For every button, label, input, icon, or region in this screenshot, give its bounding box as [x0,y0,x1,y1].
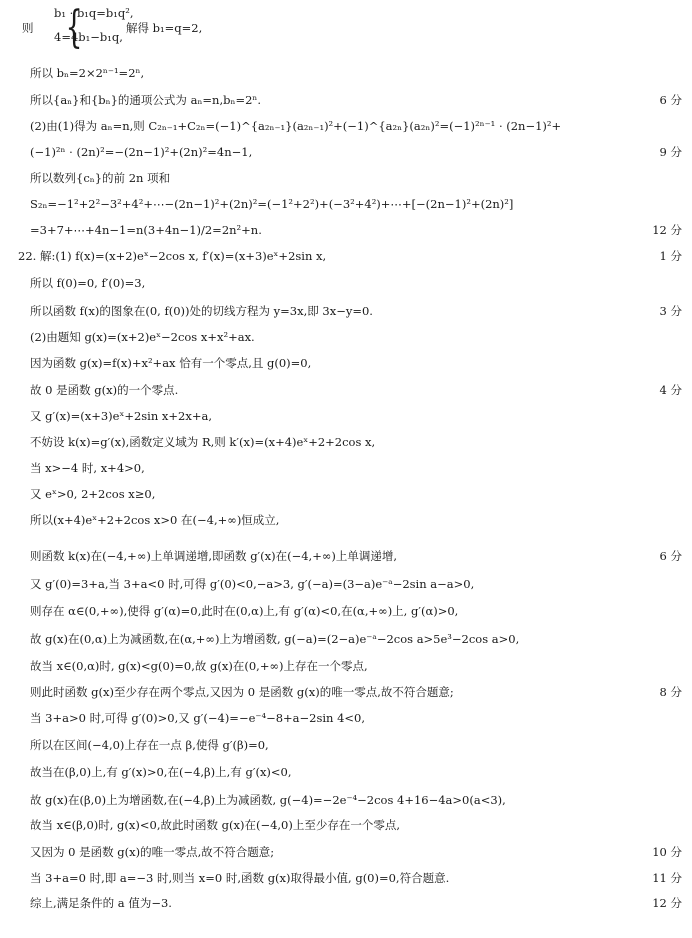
score-label: 6 分 [659,549,682,563]
solution-line [30,378,682,402]
leader-dots [176,891,648,915]
score-label: 12 分 [652,223,682,237]
solution-line [30,733,269,757]
solution-line [30,866,682,890]
solution-line [30,456,145,480]
line-text: 故 g(x)在(0,α)上为减函数,在(α,+∞)上为增函数, g(−a)=(2−a)e⁻ᵃ−2cos a>5e³−2cos a>0, [30,632,520,646]
leader-dots [256,140,655,164]
system-lead: 则 [22,21,34,35]
solution-line [30,891,682,915]
solution-line [30,654,368,678]
score-label: 1 分 [659,249,682,263]
solution-line [30,88,682,112]
line-text: 所以函数 f(x)的图象在(0, f(0))处的切线方程为 y=3x,即 3x−y=0. [30,304,373,318]
solution-line [18,244,682,268]
solution-line [30,572,474,596]
line-text: 综上,满足条件的 a 值为−3. [30,896,172,910]
solution-line [30,430,375,454]
score-label: 12 分 [652,896,682,910]
solution-line [30,706,365,730]
leader-dots [401,544,655,568]
solution-line [30,325,255,349]
system-eq2: 4=4b₁−b₁q, [54,30,123,44]
solution-line [30,192,513,216]
solution-line [30,114,561,138]
solution-line [30,788,506,812]
leader-dots [266,218,648,242]
system-eq1: b₁ · b₁q=b₁q², [54,6,134,20]
line-text: 所以在区间(−4,0)上存在一点 β,使得 g′(β)=0, [30,738,269,752]
leader-dots [458,680,656,704]
line-text: 所以 f(0)=0, f′(0)=3, [30,276,146,290]
line-text: 故 g(x)在(β,0)上为增函数,在(−4,β)上为减函数, g(−4)=−2e⁻⁴−2cos 4+16−4a>0(a<3), [30,793,506,807]
solution-line [30,61,144,85]
line-text: 又 g′(0)=3+a,当 3+a<0 时,可得 g′(0)<0,−a>3, g′(−a)=(3−a)e⁻ᵃ−2sin a−a>0, [30,577,475,591]
line-text: S₂ₙ=−1²+2²−3²+4²+⋯−(2n−1)²+(2n)²=(−1²+2²)+(−3²+4²)+⋯+[−(2n−1)²+(2n)²] [30,197,514,211]
leader-dots [377,299,656,323]
line-text: 所以{aₙ}和{bₙ}的通项公式为 aₙ=n,bₙ=2ⁿ. [30,93,262,107]
line-text: 则存在 α∈(0,+∞),使得 g′(α)=0,此时在(0,α)上,有 g′(α)<0,在(α,+∞)上, g′(α)>0, [30,604,459,618]
line-text: 所以 bₙ=2×2ⁿ⁻¹=2ⁿ, [30,66,145,80]
leader-dots [182,378,655,402]
solution-line [30,140,682,164]
leader-dots [453,866,648,890]
line-text: 所以(x+4)eˣ+2+2cos x>0 在(−4,+∞)恒成立, [30,513,280,527]
score-label: 3 分 [659,304,682,318]
line-text: 故当 x∈(β,0)时, g(x)<0,故此时函数 g(x)在(−4,0)上至少存在一个零点, [30,818,401,832]
solution-line [30,840,682,864]
system-result: 解得 b₁=q=2, [126,21,203,35]
line-text: 又因为 0 是函数 g(x)的唯一零点,故不符合题意; [30,845,275,859]
score-label: 4 分 [659,383,682,397]
line-text: (−1)²ⁿ · (2n)²=−(2n−1)²+(2n)²=4n−1, [30,145,253,159]
solution-line [30,404,212,428]
solution-line [30,627,519,651]
line-text: =3+7+⋯+4n−1=n(3+4n−1)/2=2n²+n. [30,223,262,237]
left-brace-icon: { [65,2,83,53]
solution-line [30,544,682,568]
line-text: 当 x>−4 时, x+4>0, [30,461,145,475]
line-text: 故当在(β,0)上,有 g′(x)>0,在(−4,β)上,有 g′(x)<0, [30,765,292,779]
solution-line [30,482,155,506]
line-text: 22. 解:(1) f(x)=(x+2)eˣ−2cos x, f′(x)=(x+3)eˣ+2sin x, [18,249,327,263]
score-label: 8 分 [659,685,682,699]
line-text: 则函数 k(x)在(−4,+∞)上单调递增,即函数 g′(x)在(−4,+∞)上单调递增, [30,549,398,563]
solution-line [30,299,682,323]
score-label: 11 分 [652,871,682,885]
score-label: 9 分 [659,145,682,159]
line-text: 当 3+a=0 时,即 a=−3 时,则当 x=0 时,函数 g(x)取得最小值, g(0)=0,符合题意. [30,871,450,885]
solution-line [30,508,279,532]
equation-system [22,4,422,52]
solution-line [30,680,682,704]
score-label: 6 分 [659,93,682,107]
solution-line [30,760,292,784]
line-text: 又 g′(x)=(x+3)eˣ+2sin x+2x+a, [30,409,212,423]
line-text: 所以数列{cₙ}的前 2n 项和 [30,171,171,185]
line-text: 故 0 是函数 g(x)的一个零点. [30,383,179,397]
leader-dots [330,244,655,268]
solution-line [30,218,682,242]
solution-line [30,166,170,190]
line-text: 故当 x∈(0,α)时, g(x)<g(0)=0,故 g(x)在(0,+∞)上存在一个零点, [30,659,368,673]
solution-line [30,813,400,837]
solution-line [30,599,458,623]
line-text: 又 eˣ>0, 2+2cos x≥0, [30,487,156,501]
leader-dots [265,88,655,112]
line-text: 不妨设 k(x)=g′(x),函数定义域为 R,则 k′(x)=(x+4)eˣ+2+2cos x, [30,435,376,449]
line-text: (2)由(1)得为 aₙ=n,则 C₂ₙ₋₁+C₂ₙ=(−1)^{a₂ₙ₋₁}(a₂ₙ₋₁)²+(−1)^{a₂ₙ}(a₂ₙ)²=(−1)²ⁿ⁻¹ · (2n−1)²+ [30,119,562,133]
line-text: 因为函数 g(x)=f(x)+x²+ax 恰有一个零点,且 g(0)=0, [30,356,312,370]
line-text: (2)由题知 g(x)=(x+2)eˣ−2cos x+x²+ax. [30,330,255,344]
solution-line [30,351,311,375]
line-text: 当 3+a>0 时,可得 g′(0)>0,又 g′(−4)=−e⁻⁴−8+a−2sin 4<0, [30,711,366,725]
solution-line [30,271,145,295]
leader-dots [278,840,648,864]
score-label: 10 分 [652,845,682,859]
line-text: 则此时函数 g(x)至少存在两个零点,又因为 0 是函数 g(x)的唯一零点,故不符合题意; [30,685,454,699]
